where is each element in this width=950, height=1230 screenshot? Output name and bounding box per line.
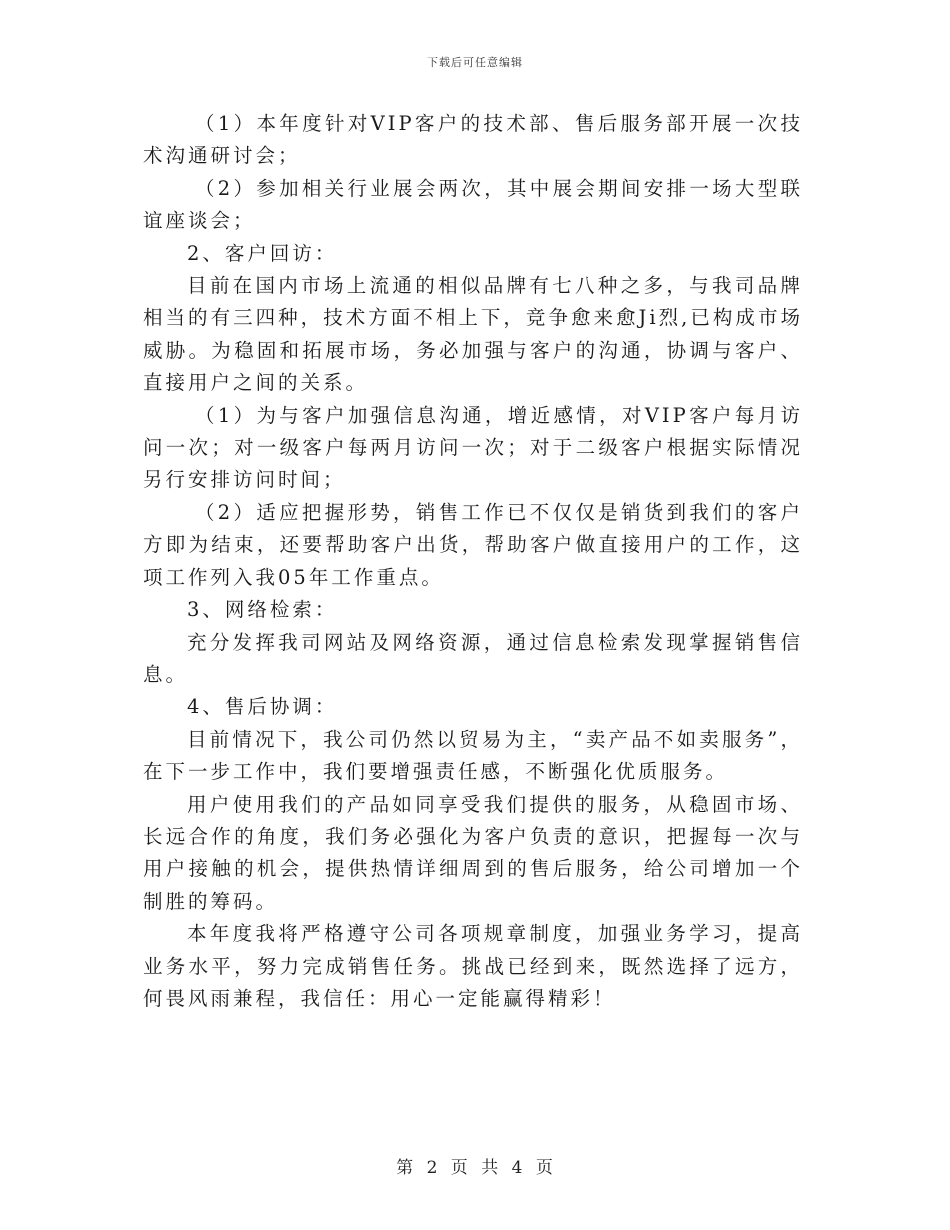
paragraph-annual-commitment: 本年度我将严格遵守公司各项规章制度，加强业务学习，提高业务水平，努力完成销售任务。挑战已经到来，既然选择了远方，何畏风雨兼程，我信任：用心一定能赢得精彩！ xyxy=(143,922,803,1010)
header-note: 下载后可任意编辑 xyxy=(427,56,523,69)
paragraph-trade-service: 目前情况下，我公司仍然以贸易为主，“卖产品不如卖服务”，在下一步工作中，我们要增强责任感，不断强化优质服务。 xyxy=(143,727,803,784)
section-heading-after-sales: 4、售后协调： xyxy=(187,695,338,719)
document-body xyxy=(143,108,803,1015)
paragraph-item-2: （2）参加相关行业展会两次，其中展会期间安排一场大型联谊座谈会； xyxy=(143,176,803,233)
page-number-footer: 第 2 页 共 4 页 xyxy=(396,1158,554,1178)
paragraph-item-1: （1）本年度针对VIP客户的技术部、售后服务部开展一次技术沟通研讨会； xyxy=(143,112,803,168)
paragraph-sales-focus: （2）适应把握形势，销售工作已不仅仅是销货到我们的客户方即为结束，还要帮助客户出货，帮助客户做直接用户的工作，这项工作列入我05年工作重点。 xyxy=(143,500,803,589)
section-heading-network-search: 3、网络检索： xyxy=(187,598,338,622)
paragraph-market-situation: 目前在国内市场上流通的相似品牌有七八种之多，与我司品牌相当的有三四种，技术方面不相上下，竞争愈来愈Ji烈,已构成市场威胁。为稳固和拓展市场，务必加强与客户的沟通，协调与客户、直接用户之间的关系。 xyxy=(143,274,803,395)
paragraph-customer-service: 用户使用我们的产品如同享受我们提供的服务，从稳固市场、长远合作的角度，我们务必强化为客户负责的意识，把握每一次与用户接触的机会，提供热情详细周到的售后服务，给公司增加一个制胜的筹码。 xyxy=(143,792,803,913)
paragraph-visit-schedule: （1）为与客户加强信息沟通，增近感情，对VIP客户每月访问一次；对一级客户每两月访问一次；对于二级客户根据实际情况另行安排访问时间； xyxy=(143,403,803,492)
paragraph-network-resources: 充分发挥我司网站及网络资源，通过信息检索发现掌握销售信息。 xyxy=(143,630,803,686)
section-heading-customer-visit: 2、客户回访： xyxy=(187,241,338,265)
